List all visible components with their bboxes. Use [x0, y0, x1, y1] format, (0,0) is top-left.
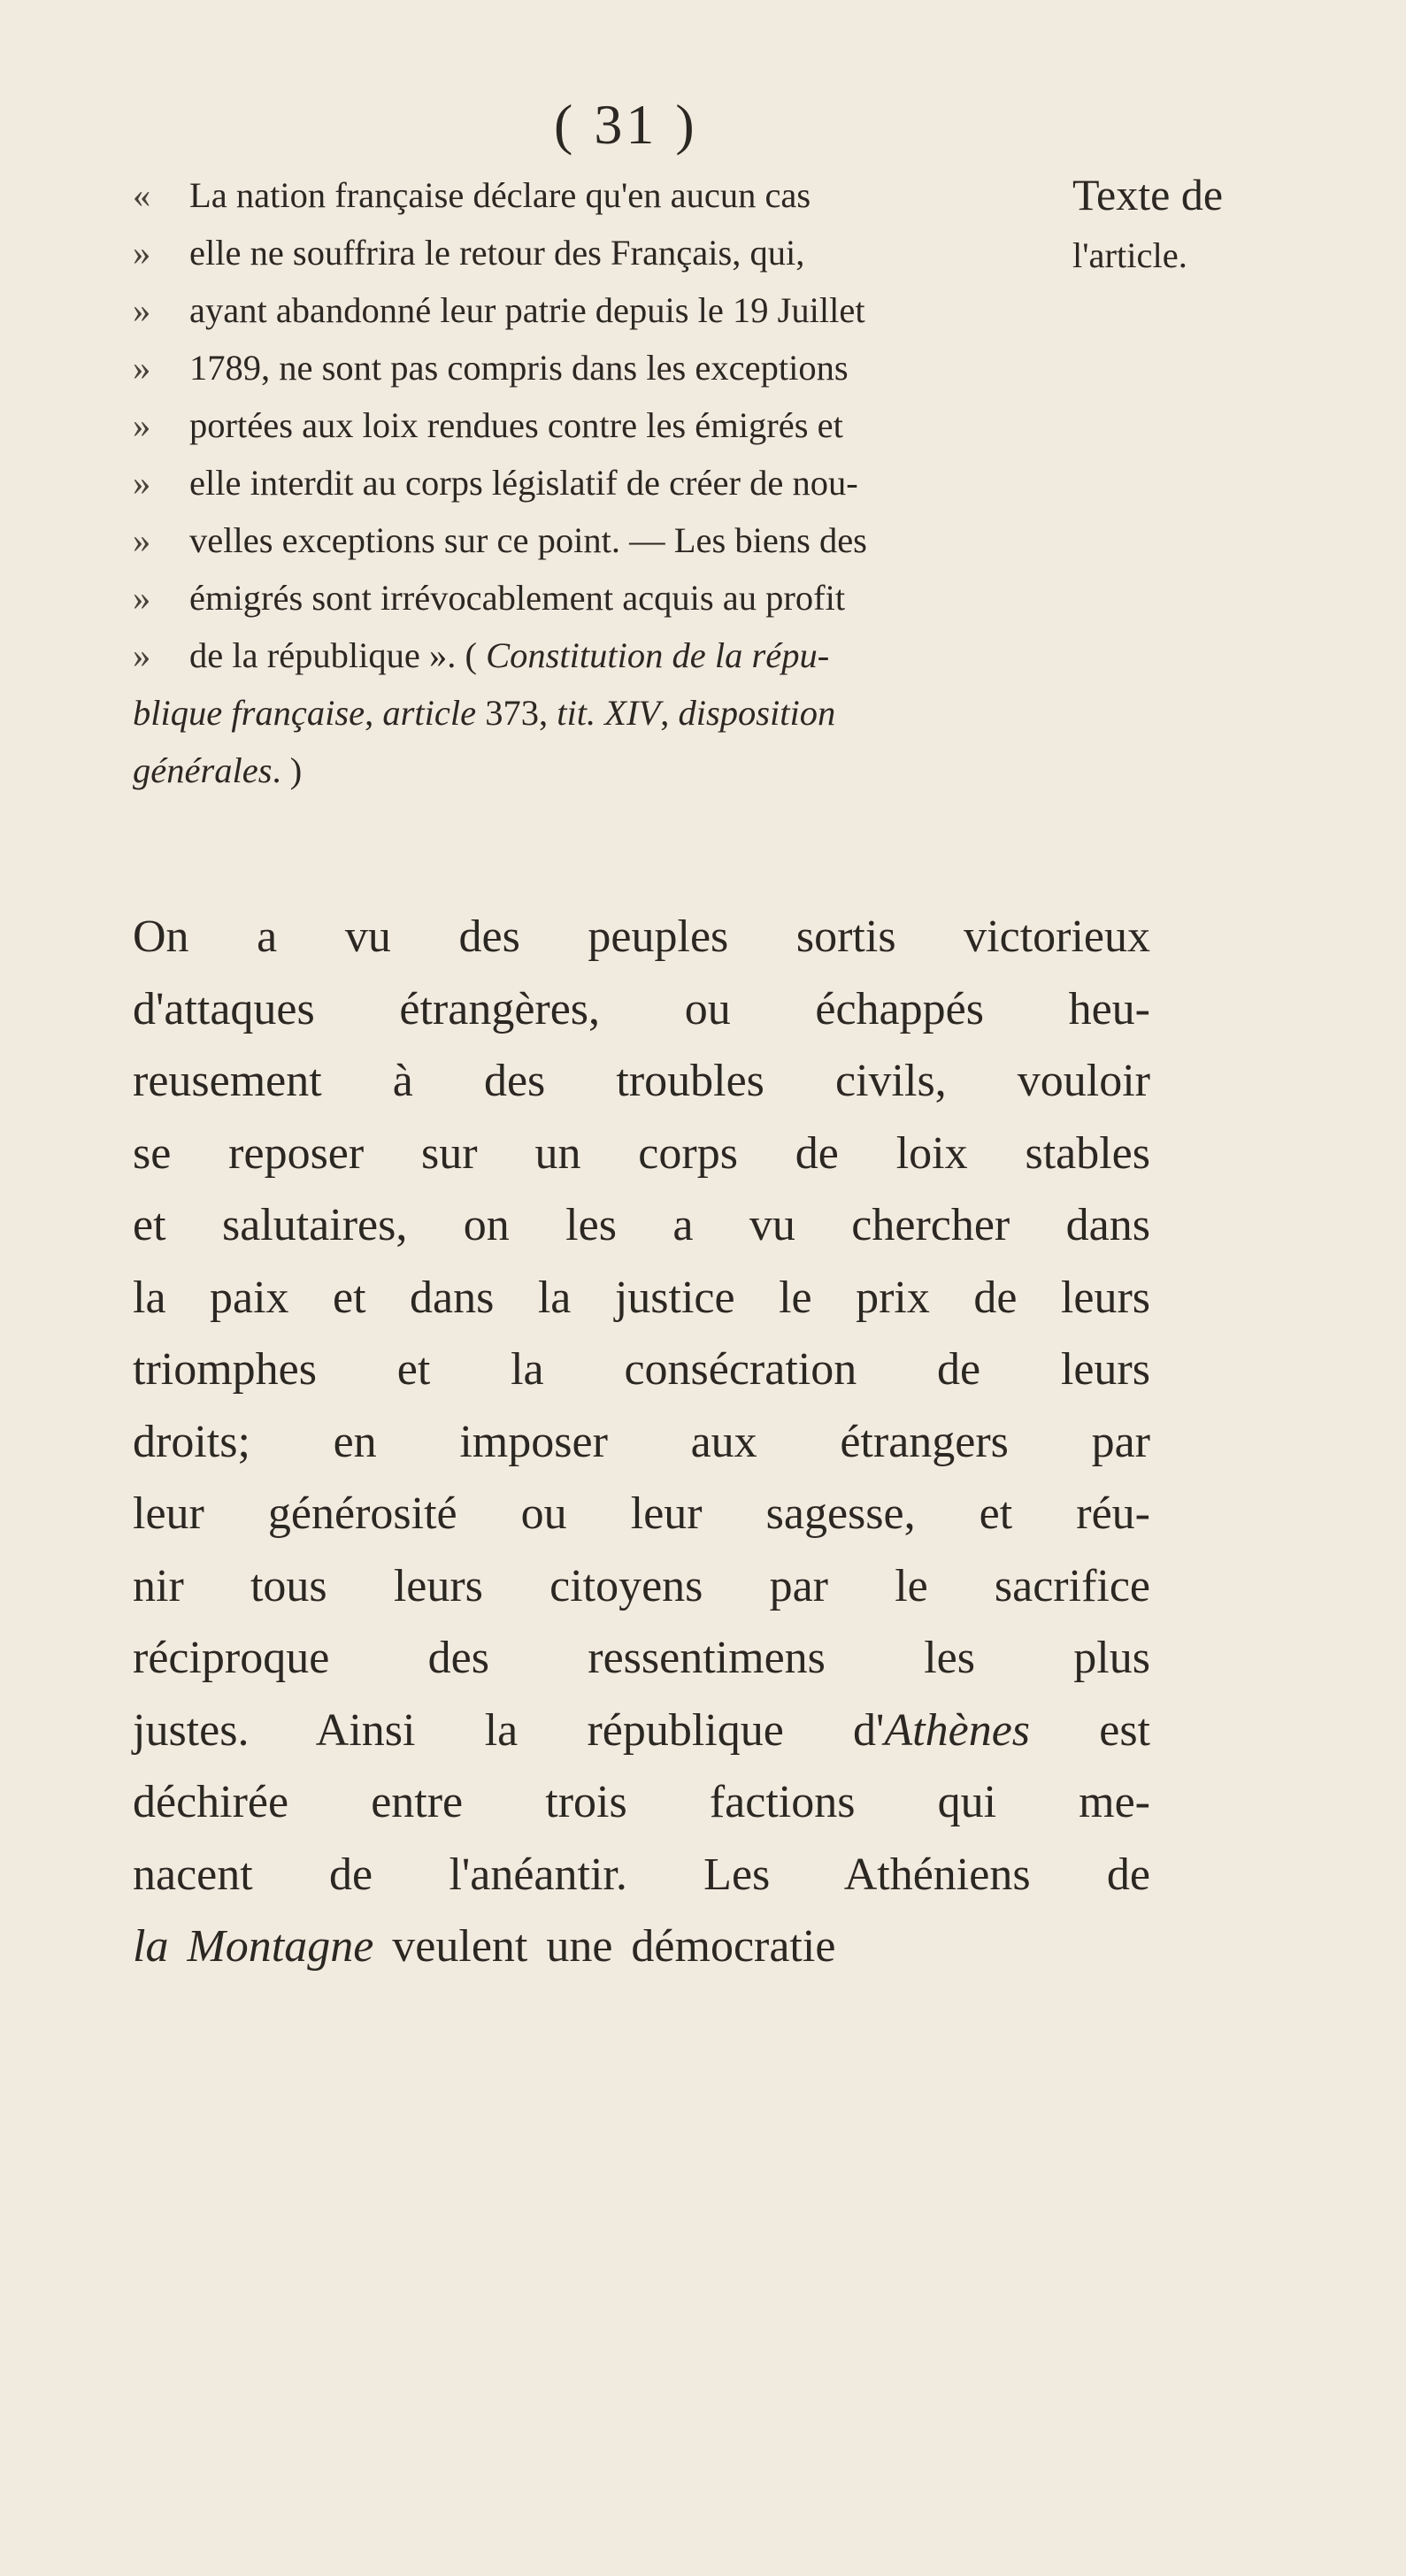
body-paragraph: [133, 901, 1150, 1983]
quote-line: » elle interdit au corps législatif de créer de nou-: [133, 463, 858, 503]
quote-line: » portées aux loix rendues contre les émigrés et: [133, 405, 843, 445]
body-line: justes. Ainsi la république d'Athènes est: [133, 1704, 1150, 1756]
body-line: la Montagne veulent une démocratie: [133, 1921, 836, 1972]
body-line: droits; en imposer aux étrangers par: [133, 1416, 1150, 1467]
quote-citation-line: générales. ): [133, 750, 303, 790]
body-line: d'attaques étrangères, ou échappés heu-: [133, 983, 1150, 1034]
body-line: nacent de l'anéantir. Les Athéniens de: [133, 1849, 1150, 1900]
body-line: réciproque des ressentimens les plus: [133, 1633, 1150, 1683]
quote-line: » ayant abandonné leur patrie depuis le 19 Juillet: [133, 290, 865, 330]
quoted-article: [133, 166, 1150, 799]
margin-note-line-1: Texte de: [1072, 170, 1224, 219]
quote-line: » 1789, ne sont pas compris dans les exceptions: [133, 348, 849, 388]
body-line: reusement à des troubles civils, vouloir: [133, 1056, 1150, 1106]
quote-citation-line: blique française, article 373, tit. XIV, disposition: [133, 693, 836, 733]
quote-line: » émigrés sont irrévocablement acquis au profit: [133, 578, 846, 618]
body-line: déchirée entre trois factions qui me-: [133, 1777, 1150, 1827]
body-line: nir tous leurs citoyens par le sacrifice: [133, 1560, 1150, 1611]
page-number: ( 31 ): [554, 93, 698, 156]
margin-note-line-2: l'article.: [1072, 235, 1187, 275]
body-line: triomphes et la consécration de leurs: [133, 1344, 1150, 1395]
quote-line: « La nation française déclare qu'en aucun cas: [133, 175, 811, 215]
quote-line: » de la république ». ( Constitution de la répu-: [133, 635, 830, 675]
body-line: et salutaires, on les a vu chercher dans: [133, 1200, 1150, 1250]
quote-line: » velles exceptions sur ce point. — Les biens des: [133, 520, 867, 560]
body-line: On a vu des peuples sortis victorieux: [133, 911, 1150, 962]
body-line: se reposer sur un corps de loix stables: [133, 1127, 1150, 1179]
body-line: leur générosité ou leur sagesse, et réu-: [133, 1488, 1150, 1539]
quote-line: » elle ne souffrira le retour des Français, qui,: [133, 233, 805, 273]
body-line: la paix et dans la justice le prix de leurs: [133, 1272, 1150, 1323]
